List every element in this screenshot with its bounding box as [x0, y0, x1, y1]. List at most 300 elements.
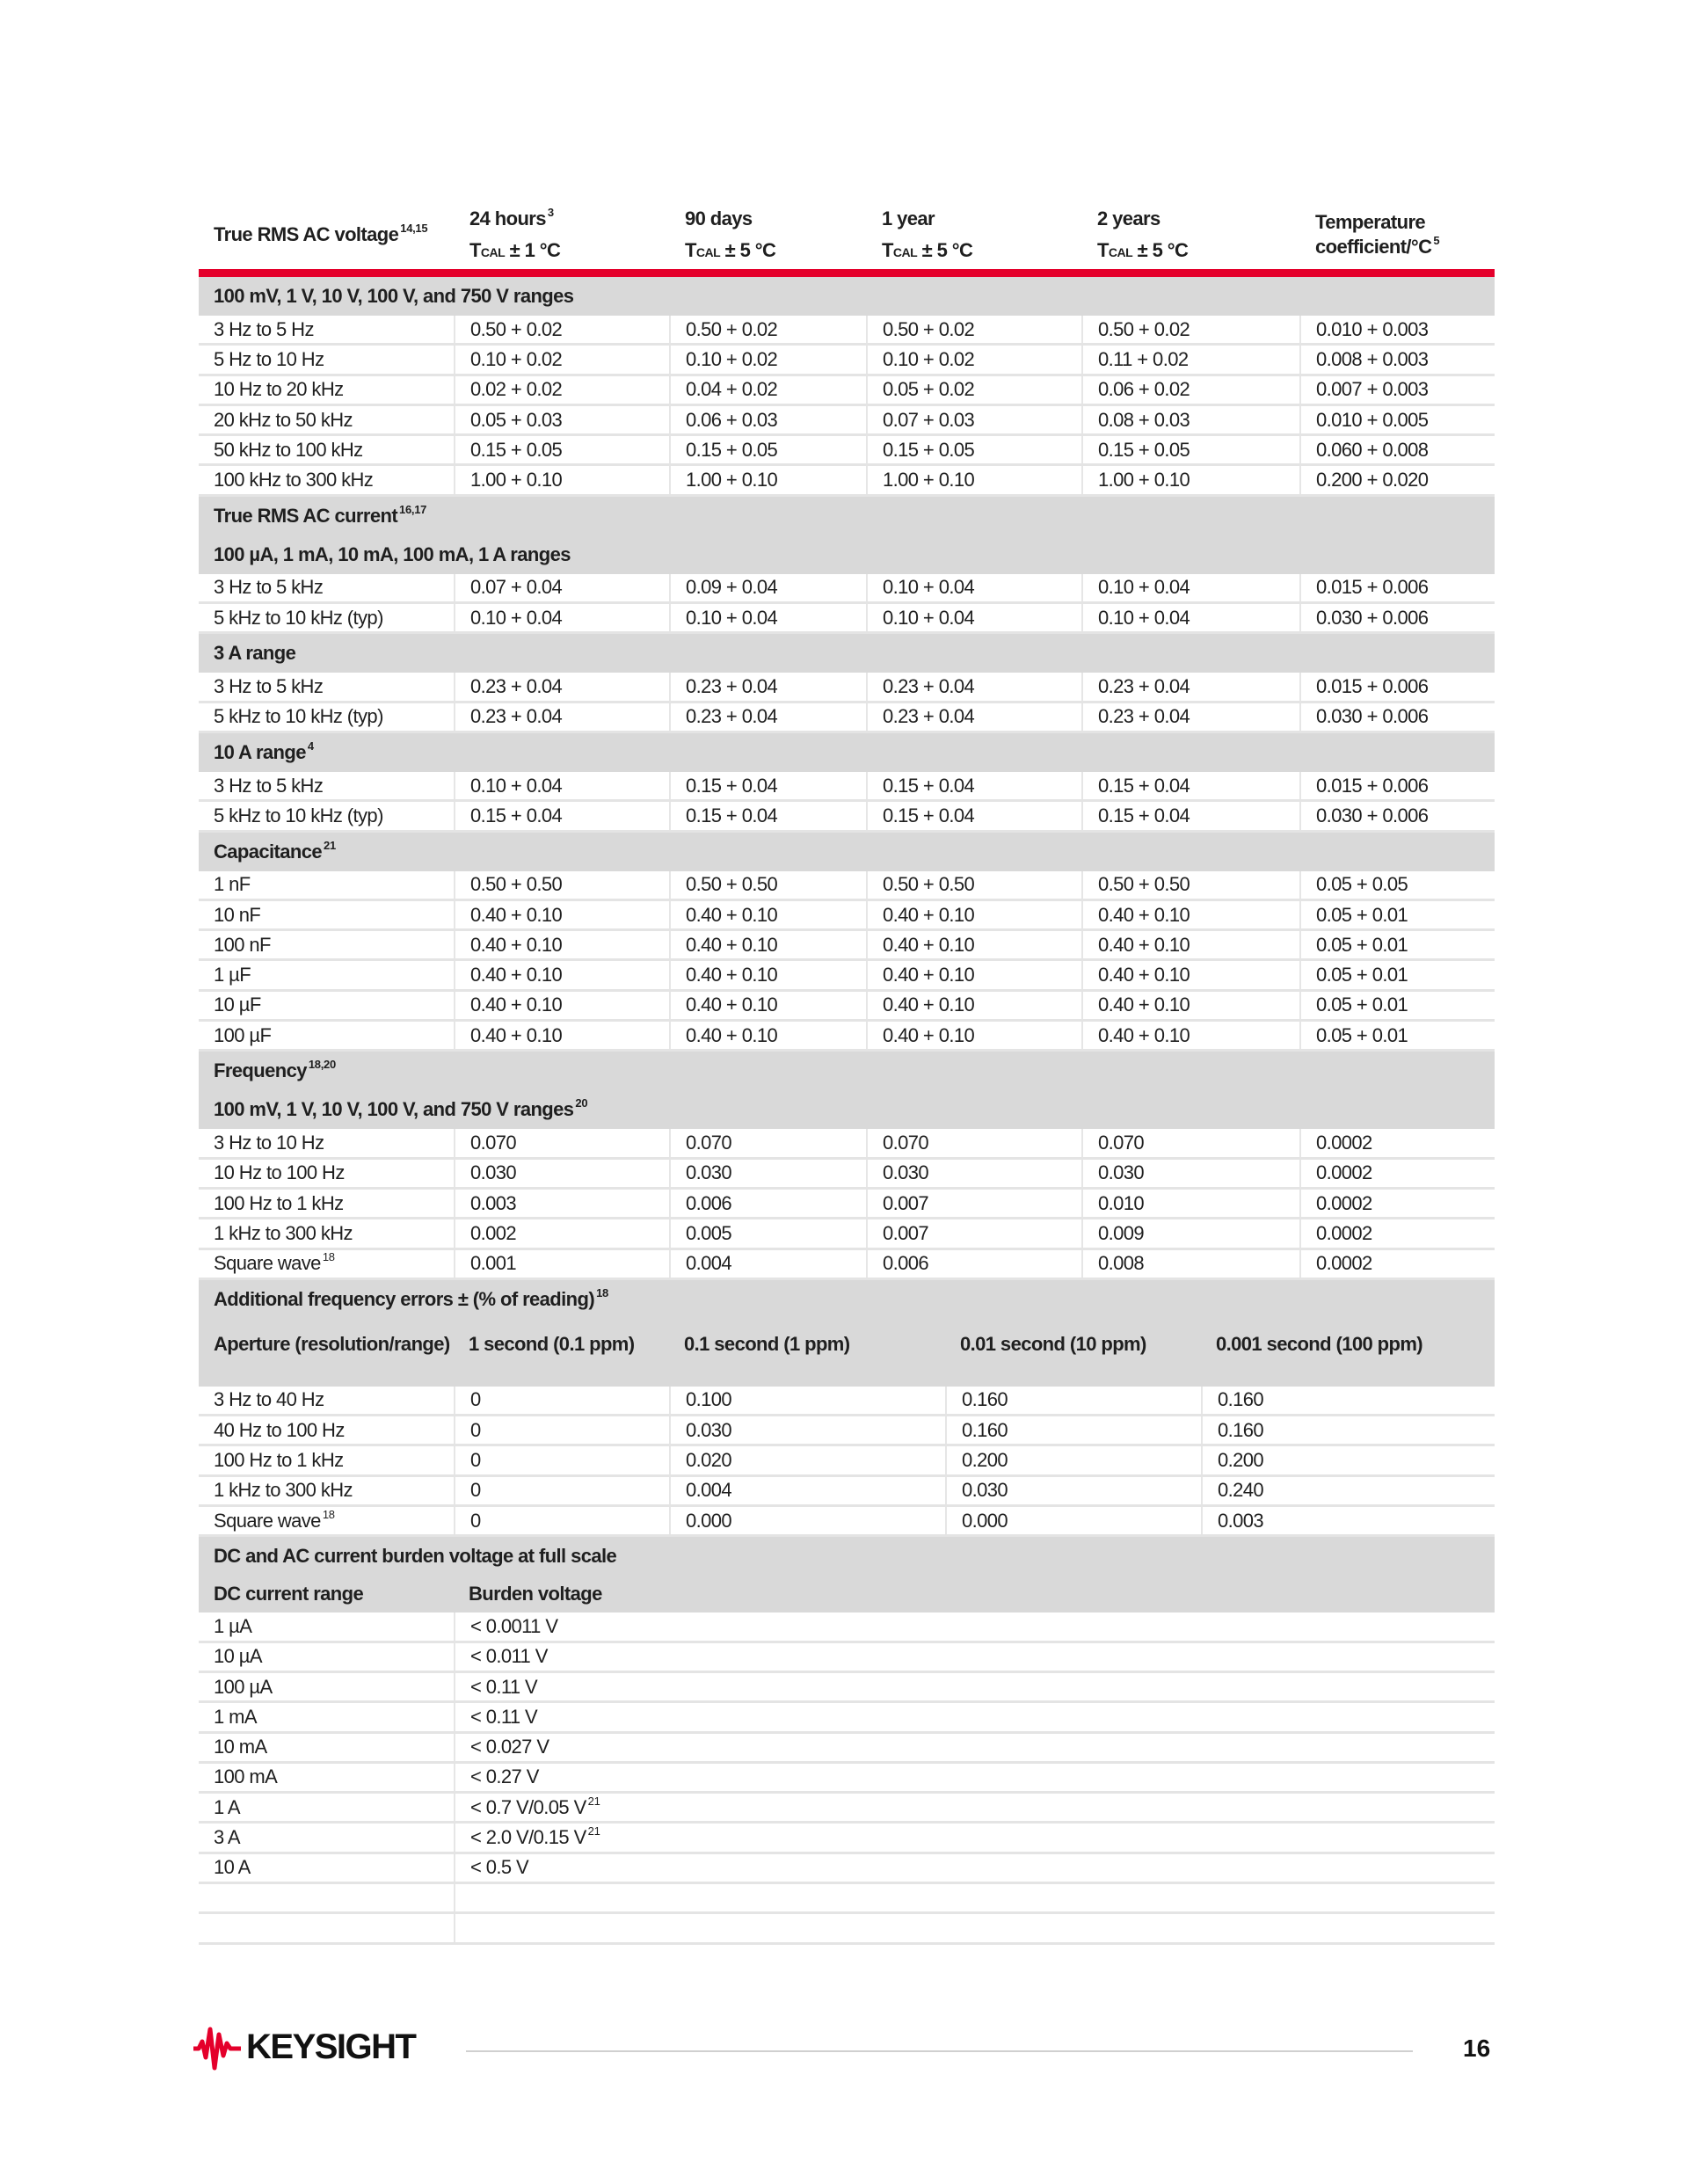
table-cell: [199, 1884, 454, 1911]
cell-content: [1098, 804, 1190, 827]
header-col-label: Temperature: [1315, 211, 1426, 233]
table-cell: [199, 1416, 454, 1444]
table-cell: [669, 1160, 866, 1187]
cell-content: [1098, 705, 1190, 728]
table-row: [199, 1219, 1495, 1249]
table-cell: [1081, 901, 1299, 928]
table-cell: [945, 1387, 1201, 1414]
table-cell: [669, 1477, 945, 1504]
table-cell: [454, 992, 669, 1019]
table-cell: [669, 992, 866, 1019]
table-cell: [199, 1703, 454, 1730]
cell-text: 0.004: [686, 1252, 732, 1275]
table-row: [199, 1190, 1495, 1219]
cell-content: [214, 873, 251, 896]
cell-text: 0.1 second (1 ppm): [684, 1332, 850, 1355]
table-cell: [669, 772, 866, 799]
table-cell: [1299, 346, 1495, 373]
cell-text: True RMS AC current: [214, 504, 398, 527]
table-cell: [199, 1160, 454, 1187]
cell-content: [470, 607, 562, 630]
table-cell: [199, 1794, 454, 1821]
table-cell: [199, 992, 454, 1019]
cell-content: [686, 1192, 731, 1215]
cell-content: [214, 1161, 345, 1184]
cell-content: [686, 439, 777, 462]
tcal-sub: CAL: [695, 245, 721, 259]
table-cell: [866, 992, 1081, 1019]
cell-content: [214, 1583, 363, 1605]
footnote-ref: 18: [322, 1250, 335, 1264]
cell-text: 0.15 + 0.05: [1098, 438, 1190, 461]
cell-content: [214, 469, 373, 491]
cell-content: [883, 1024, 974, 1047]
table-cell: [199, 466, 454, 493]
cell-text: 0.10 + 0.02: [883, 347, 975, 370]
footnote-ref: 18,20: [308, 1058, 336, 1072]
table-cell: [199, 1643, 454, 1671]
cell-text: 0.200 + 0.020: [1316, 469, 1429, 491]
table-cell: [1299, 466, 1495, 493]
table-cell: [669, 406, 866, 433]
cell-text: 0.40 + 0.10: [1098, 933, 1190, 956]
cell-text: 0.05 + 0.05: [1316, 873, 1408, 896]
cell-content: [883, 1192, 928, 1215]
table-cell: [669, 931, 866, 958]
table-row: [199, 1824, 1495, 1853]
cell-content: [1098, 994, 1190, 1016]
column-subheader: [199, 1576, 1495, 1613]
cell-content: [686, 318, 777, 341]
cell-content: [470, 1222, 516, 1245]
table-cell: [199, 733, 1495, 772]
table-row: [199, 1613, 1495, 1642]
table-row: [199, 1477, 1495, 1507]
table-cell: [1299, 1129, 1495, 1156]
cell-content: [214, 994, 261, 1016]
table-cell: [454, 1673, 1495, 1700]
table-cell: [199, 1129, 454, 1156]
table-row: [199, 871, 1495, 901]
table-cell: [1081, 802, 1299, 829]
table-cell: [1299, 961, 1495, 988]
cell-content: [1098, 1024, 1190, 1047]
cell-content: [686, 348, 777, 371]
cell-text: 0.002: [470, 1221, 517, 1244]
cell-content: [686, 607, 777, 630]
cell-content: [214, 1507, 335, 1532]
cell-content: [1098, 607, 1190, 630]
cell-content: [686, 804, 777, 827]
table-cell: [1081, 466, 1299, 493]
footnote-ref: 18: [322, 1507, 335, 1521]
cell-text: 1 mA: [214, 1705, 257, 1728]
table-row: [199, 901, 1495, 931]
table-cell: [945, 1319, 1201, 1387]
cell-text: 0.0002: [1316, 1191, 1372, 1214]
table-cell: [1299, 604, 1495, 631]
table-cell: [669, 1219, 866, 1247]
cell-text: 3 Hz to 5 Hz: [214, 317, 314, 340]
table-cell: [199, 535, 1495, 574]
cell-content: [470, 804, 562, 827]
table-cell: [199, 802, 454, 829]
cell-content: [883, 904, 974, 927]
cell-content: [214, 502, 427, 528]
cell-content: [214, 1736, 267, 1758]
cell-text: 0.030: [962, 1479, 1008, 1502]
cell-content: [214, 1479, 353, 1502]
cell-content: [686, 469, 777, 491]
cell-content: [883, 804, 974, 827]
cell-text: 0.07 + 0.03: [883, 408, 975, 431]
cell-text: 0.50 + 0.50: [883, 873, 975, 896]
footnote-ref: 14,15: [400, 222, 428, 235]
table-cell: [1299, 992, 1495, 1019]
cell-content: [684, 1331, 849, 1358]
table-row: [199, 1764, 1495, 1794]
cell-content: [214, 775, 323, 797]
table-cell: [669, 871, 866, 899]
column-subheader: [199, 1319, 1495, 1387]
table-cell: [1299, 406, 1495, 433]
cell-text: 0.11 + 0.02: [1098, 347, 1189, 370]
cell-text: 0.40 + 0.10: [1098, 1023, 1190, 1046]
cell-text: 0.40 + 0.10: [470, 903, 563, 926]
cell-content: [1216, 1331, 1422, 1358]
cell-content: [470, 1765, 539, 1788]
table-row: [199, 346, 1495, 375]
table-cell: [866, 1160, 1081, 1187]
table-cell: [669, 1190, 866, 1217]
cell-content: [214, 1419, 345, 1442]
cell-content: [470, 994, 562, 1016]
table-cell: [454, 1854, 1495, 1882]
cell-text: 0.40 + 0.10: [686, 903, 778, 926]
cell-content: [214, 1024, 271, 1047]
table-cell: [1299, 1022, 1495, 1049]
tcal-range: ± 1 °C: [505, 239, 561, 261]
cell-content: [1316, 378, 1428, 401]
cell-text: 0.160: [962, 1388, 1008, 1411]
cell-content: [686, 1024, 777, 1047]
cell-content: [214, 1285, 608, 1311]
cell-text: 0.007: [883, 1191, 929, 1214]
table-cell: [199, 1914, 454, 1941]
table-cell: [199, 406, 454, 433]
table-row: [199, 376, 1495, 406]
cell-text: 0.000: [962, 1509, 1008, 1532]
table-cell: [669, 1319, 945, 1387]
table-cell: [454, 1250, 669, 1278]
cell-text: < 0.11 V: [470, 1705, 538, 1728]
cell-content: [1316, 1192, 1372, 1215]
footnote-ref: 16,17: [399, 502, 427, 516]
table-cell: [1299, 931, 1495, 958]
cell-content: [686, 705, 777, 728]
cell-text: 0.23 + 0.04: [686, 705, 778, 728]
table-row: [199, 772, 1495, 802]
cell-text: 3 Hz to 5 kHz: [214, 774, 324, 797]
cell-text: 0.010 + 0.005: [1316, 408, 1429, 431]
cell-text: 0.160: [1218, 1418, 1264, 1441]
table-cell: [1299, 901, 1495, 928]
table-cell: [454, 1219, 669, 1247]
cell-text: 0.50 + 0.02: [883, 317, 975, 340]
cell-text: 0.030: [686, 1161, 732, 1184]
cell-content: [1098, 873, 1190, 896]
brand-name: KEYSIGHT: [246, 2027, 416, 2066]
cell-content: [1316, 469, 1428, 491]
cell-content: [1316, 439, 1428, 462]
table-cell: [945, 1477, 1201, 1504]
cell-content: [962, 1449, 1008, 1472]
section-header: [199, 634, 1495, 673]
table-cell: [669, 802, 866, 829]
cell-text: 0.40 + 0.10: [883, 994, 975, 1016]
cell-content: [1316, 576, 1428, 599]
cell-text: 0.40 + 0.10: [686, 933, 778, 956]
table-cell: [454, 1703, 1495, 1730]
cell-text: 0.15 + 0.05: [686, 438, 778, 461]
cell-text: 5 kHz to 10 kHz (typ): [214, 804, 383, 826]
cell-content: [962, 1510, 1008, 1532]
cell-content: [686, 675, 777, 698]
cell-text: 0.07 + 0.04: [470, 576, 563, 599]
section-header: [199, 833, 1495, 871]
cell-text: 0.009: [1098, 1221, 1145, 1244]
cell-text: 1.00 + 0.10: [470, 469, 563, 491]
table-cell: [1201, 1507, 1495, 1534]
table-cell: [669, 376, 866, 404]
cell-content: [883, 378, 974, 401]
table-cell: [454, 1643, 1495, 1671]
table-cell: [199, 1387, 454, 1414]
table-cell: [199, 376, 454, 404]
cell-text: 0.15 + 0.05: [883, 438, 975, 461]
table-cell: [1201, 1416, 1495, 1444]
table-cell: [866, 376, 1081, 404]
cell-content: [214, 1132, 324, 1154]
section-header: [199, 277, 1495, 316]
table-cell: [669, 1250, 866, 1278]
table-cell: [454, 1190, 669, 1217]
cell-text: < 0.27 V: [470, 1765, 539, 1788]
cell-text: 0.50 + 0.50: [1098, 873, 1190, 896]
table-row: [199, 1734, 1495, 1764]
table-cell: [199, 1764, 454, 1791]
cell-content: [469, 1583, 602, 1605]
cell-text: Capacitance: [214, 840, 323, 863]
table-cell: [199, 346, 454, 373]
table-cell: [1081, 574, 1299, 601]
table-cell: [1299, 1250, 1495, 1278]
cell-content: [470, 1826, 600, 1849]
cell-text: 0.0002: [1316, 1131, 1372, 1154]
cell-text: 0.09 + 0.04: [686, 576, 778, 599]
table-cell: [945, 1507, 1201, 1534]
cell-content: [686, 1222, 731, 1245]
cell-text: 0.23 + 0.04: [686, 675, 778, 698]
section-header: [199, 1052, 1495, 1090]
cell-content: [883, 705, 974, 728]
table-cell: [1299, 802, 1495, 829]
cell-content: [470, 675, 562, 698]
cell-text: 0.010: [1098, 1191, 1145, 1214]
cell-text: 100 Hz to 1 kHz: [214, 1449, 344, 1472]
cell-content: [883, 409, 974, 432]
header-col-label: 1 year: [882, 207, 935, 229]
section-header: [199, 1537, 1495, 1576]
cell-text: 0.060 + 0.008: [1316, 438, 1429, 461]
tcal-t: T: [469, 239, 481, 261]
cell-text: 0.030: [1098, 1161, 1145, 1184]
cell-text: 0.40 + 0.10: [883, 964, 975, 986]
cell-text: 0.0002: [1316, 1221, 1372, 1244]
cell-content: [962, 1419, 1008, 1442]
cell-content: [1316, 994, 1408, 1016]
cell-text: 1 µA: [214, 1614, 252, 1637]
cell-text: 0.50 + 0.02: [686, 317, 778, 340]
cell-content: [686, 576, 777, 599]
cell-content: [686, 1479, 731, 1502]
cell-content: [1098, 904, 1190, 927]
cell-content: [686, 873, 777, 896]
table-cell: [199, 316, 454, 343]
cell-content: [214, 705, 383, 728]
spec-table: [199, 277, 1495, 1945]
cell-content: [469, 1331, 634, 1358]
cell-content: [470, 1706, 537, 1729]
table-cell: [199, 1613, 454, 1640]
cell-content: [214, 1796, 240, 1819]
table-cell: [866, 1219, 1081, 1247]
cell-text: 10 µA: [214, 1645, 262, 1668]
table-row: [199, 1914, 1495, 1944]
table-cell: [199, 1507, 454, 1534]
cell-content: [883, 1161, 928, 1184]
table-row: [199, 1643, 1495, 1673]
table-cell: [669, 346, 866, 373]
table-cell: [866, 871, 1081, 899]
table-cell: [199, 497, 1495, 535]
cell-content: [214, 1765, 277, 1788]
cell-text: 0.015 + 0.006: [1316, 675, 1429, 698]
cell-content: [686, 1419, 731, 1442]
tcal-sub: CAL: [1108, 245, 1133, 259]
table-cell: [199, 634, 1495, 673]
cell-content: [883, 964, 974, 986]
cell-text: < 0.11 V: [470, 1675, 538, 1698]
table-cell: [454, 466, 669, 493]
table-row: [199, 1250, 1495, 1280]
table-cell: [199, 673, 454, 700]
cell-text: 100 µF: [214, 1023, 272, 1046]
cell-content: [214, 1222, 353, 1245]
cell-text: 0.030: [883, 1161, 929, 1184]
cell-text: 100 µA: [214, 1675, 273, 1698]
cell-text: 0.40 + 0.10: [883, 933, 975, 956]
table-row: [199, 1446, 1495, 1476]
cell-content: [883, 607, 974, 630]
table-cell: [454, 1387, 669, 1414]
cell-content: [1316, 675, 1428, 698]
cell-text: < 0.5 V: [470, 1856, 529, 1879]
table-cell: [1081, 992, 1299, 1019]
table-cell: [454, 1794, 1495, 1821]
table-cell: [866, 346, 1081, 373]
cell-text: 0.015 + 0.006: [1316, 774, 1429, 797]
table-cell: [669, 1507, 945, 1534]
cell-text: 0.200: [962, 1449, 1008, 1472]
cell-content: [470, 318, 562, 341]
cell-text: 0.15 + 0.04: [686, 804, 778, 826]
cell-text: 0.05 + 0.01: [1316, 903, 1408, 926]
cell-content: [883, 873, 974, 896]
cell-content: [686, 994, 777, 1016]
table-row: [199, 1160, 1495, 1190]
cell-content: [883, 1132, 928, 1154]
cell-text: 3 A: [214, 1826, 241, 1849]
cell-content: [1098, 964, 1190, 986]
table-cell: [669, 901, 866, 928]
cell-text: 10 A range: [214, 740, 306, 763]
table-row: [199, 703, 1495, 733]
cell-text: 100 Hz to 1 kHz: [214, 1191, 344, 1214]
table-cell: [199, 277, 1495, 316]
table-cell: [1081, 703, 1299, 731]
cell-content: [1316, 804, 1428, 827]
footnote-ref: 4: [307, 739, 314, 753]
table-cell: [866, 1129, 1081, 1156]
cell-content: [1098, 409, 1190, 432]
cell-content: [470, 964, 562, 986]
cell-text: 0.40 + 0.10: [470, 1023, 563, 1046]
section-header: [199, 535, 1495, 574]
cell-content: [686, 378, 777, 401]
cell-content: [214, 964, 251, 986]
cell-content: [1098, 469, 1190, 491]
cell-text: 0.15 + 0.04: [1098, 804, 1190, 826]
table-cell: [454, 1613, 1495, 1640]
cell-text: 0.001 second (100 ppm): [1216, 1332, 1423, 1355]
cell-content: [1098, 1132, 1144, 1154]
table-cell: [199, 574, 454, 601]
cell-text: 0.05 + 0.01: [1316, 1023, 1408, 1046]
cell-content: [1098, 775, 1190, 797]
table-cell: [454, 1914, 1495, 1941]
cell-content: [470, 1161, 516, 1184]
table-row: [199, 802, 1495, 832]
table-cell: [199, 1854, 454, 1882]
tcal-sub: CAL: [892, 245, 918, 259]
cell-content: [686, 409, 777, 432]
cell-text: 0.008: [1098, 1252, 1145, 1275]
cell-content: [214, 642, 295, 665]
cell-content: [1316, 1252, 1372, 1275]
cell-content: [470, 705, 562, 728]
table-cell: [866, 1022, 1081, 1049]
table-cell: [199, 1734, 454, 1761]
cell-content: [1316, 873, 1408, 896]
cell-text: 0.070: [470, 1131, 517, 1154]
cell-content: [1098, 1222, 1144, 1245]
table-cell: [866, 466, 1081, 493]
cell-text: Additional frequency errors ± (% of reading): [214, 1287, 595, 1310]
cell-text: 100 kHz to 300 kHz: [214, 469, 374, 491]
footnote-ref: 21: [587, 1794, 600, 1808]
table-cell: [1081, 931, 1299, 958]
